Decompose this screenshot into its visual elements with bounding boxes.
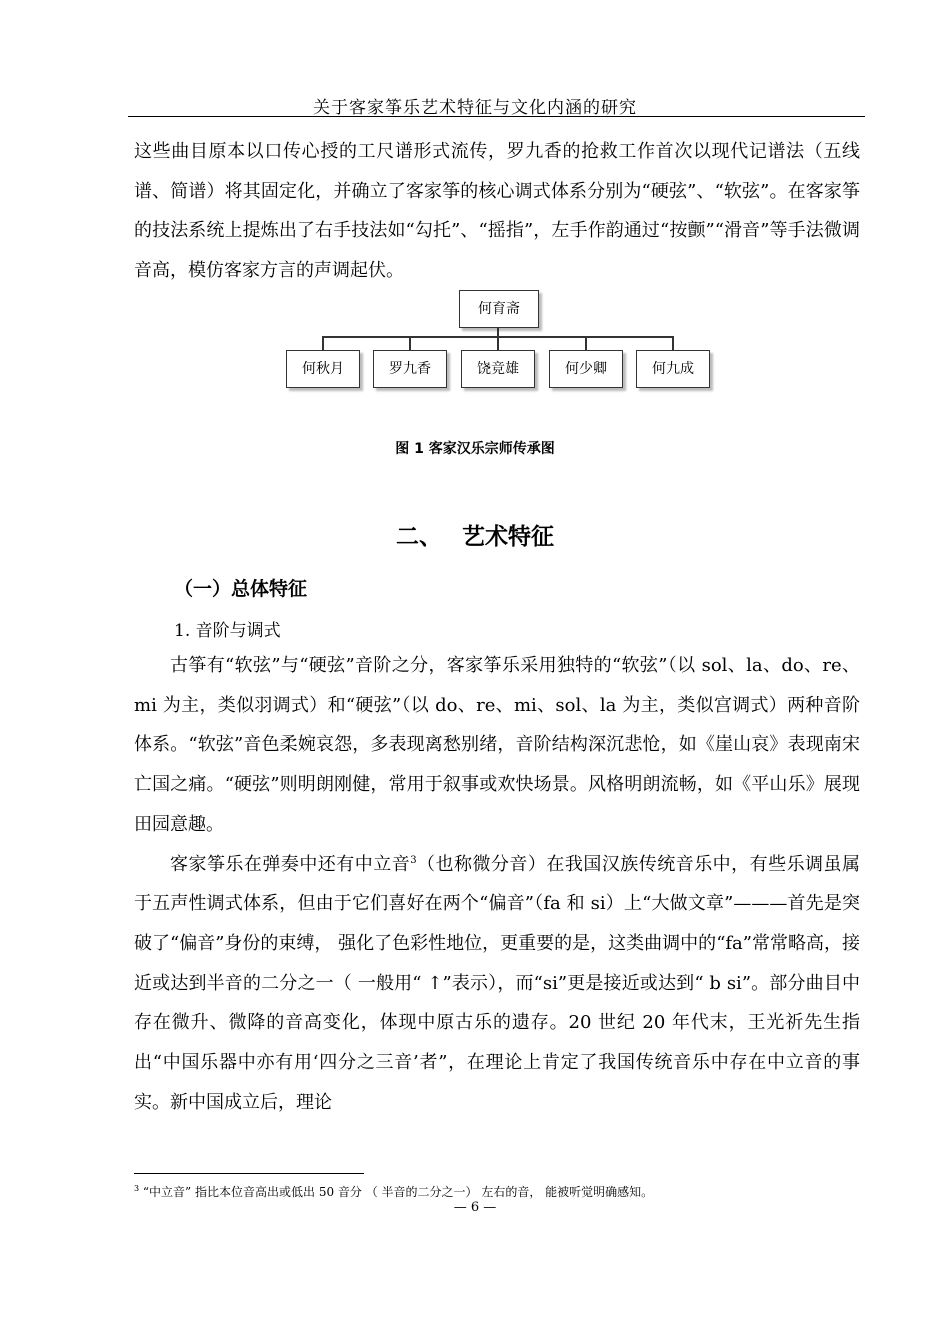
chart-child-node-4: 何少卿 [549,350,623,388]
body-section [134,646,860,1122]
chart-connector-child-1 [322,337,324,350]
chart-child-node-5: 何九成 [636,350,710,388]
chart-child-node-1: 何秋月 [286,350,360,388]
footnote-ref-mark[interactable]: 3 [410,854,417,866]
paragraph-neutral-tone-rest: （也称微分音）在我国汉族传统音乐中，有些乐调虽属于五声性调式体系，但由于它们喜好在两个“偏音”（fa 和 si）上“大做文章”———首先是突破了“偏音”身份的束缚， 强化了色彩性地位，更重要的是，这类曲调中的“fa”常常略高，接近或达到半音的二分之一（ 一般用“ ↑”表示），而“si”更是接近或达到“ b si”。部分曲目中存在微升、微降的音高变化，体现中原古乐的遗存。20 世纪 20 年代末，王光祈先生指出“中国乐器中亦有用‘四分之三音’者”，在理论上肯定了我国传统音乐中存在中立音的事实。新中国成立后，理论 [134,853,861,1113]
page-header-title: 关于客家筝乐艺术特征与文化内涵的研究 [313,98,637,118]
paragraph-scale-mode: 古筝有“软弦”与“硬弦”音阶之分，客家筝乐采用独特的“软弦”（以 sol、la、do、re、mi 为主，类似羽调式）和“硬弦”（以 do、re、mi、sol、la 为主，类似宫调式）两种音阶体系。“软弦”音色柔婉哀怨，多表现离愁别绪，音阶结构深沉悲怆，如《崖山哀》表现南宋亡国之痛。“硬弦”则明朗刚健，常用于叙事或欢快场景。风格明朗流畅，如《平山乐》展现田园意趣。 [134,655,860,835]
subsection-heading: （一）总体特征 [174,578,308,600]
footnote [134,1183,653,1200]
chart-connector-child-5 [672,337,674,350]
intro-paragraph [134,132,860,291]
chart-connector-child-3 [497,337,499,350]
chart-child-node-2: 罗九香 [373,350,447,388]
section-heading [0,518,950,551]
chart-connector-child-4 [585,337,587,350]
footnote-rule [134,1173,364,1174]
chart-root-node: 何育斋 [459,290,539,328]
intro-paragraph-text: 这些曲目原本以口传心授的工尺谱形式流传，罗九香的抢救工作首次以现代记谱法（五线谱、简谱）将其固定化，并确立了客家筝的核心调式体系分别为“硬弦”、“软弦”。在客家筝的技法系统上提炼出了右手技法如“勾托”、“摇指”，左手作韵通过“按颤”“滑音”等手法微调音高，模仿客家方言的声调起伏。 [134,141,860,282]
chart-connector-child-2 [409,337,411,350]
chart-child-node-3: 饶竞雄 [461,350,535,388]
chart-connector-vertical-root [497,327,499,337]
paragraph-neutral-tone-start: 客家筝乐在弹奏中还有中立音 [170,853,411,875]
paragraph-neutral-tone [134,845,860,1123]
figure-caption: 图 1 客家汉乐宗师传承图 [395,441,555,457]
header-rule [128,116,865,117]
item-heading: 1. 音阶与调式 [174,621,281,641]
section-title: 艺术特征 [462,524,554,550]
page-number: — 6 — [453,1200,497,1215]
section-number: 二、 [396,524,442,550]
footnote-mark: 3 [134,1184,140,1193]
chart-connector-horizontal [322,336,674,338]
footnote-text: “中立音” 指比本位音高出或低出 50 音分 （ 半音的二分之一） 左右的音， 能被听觉明确感知。 [142,1185,654,1199]
